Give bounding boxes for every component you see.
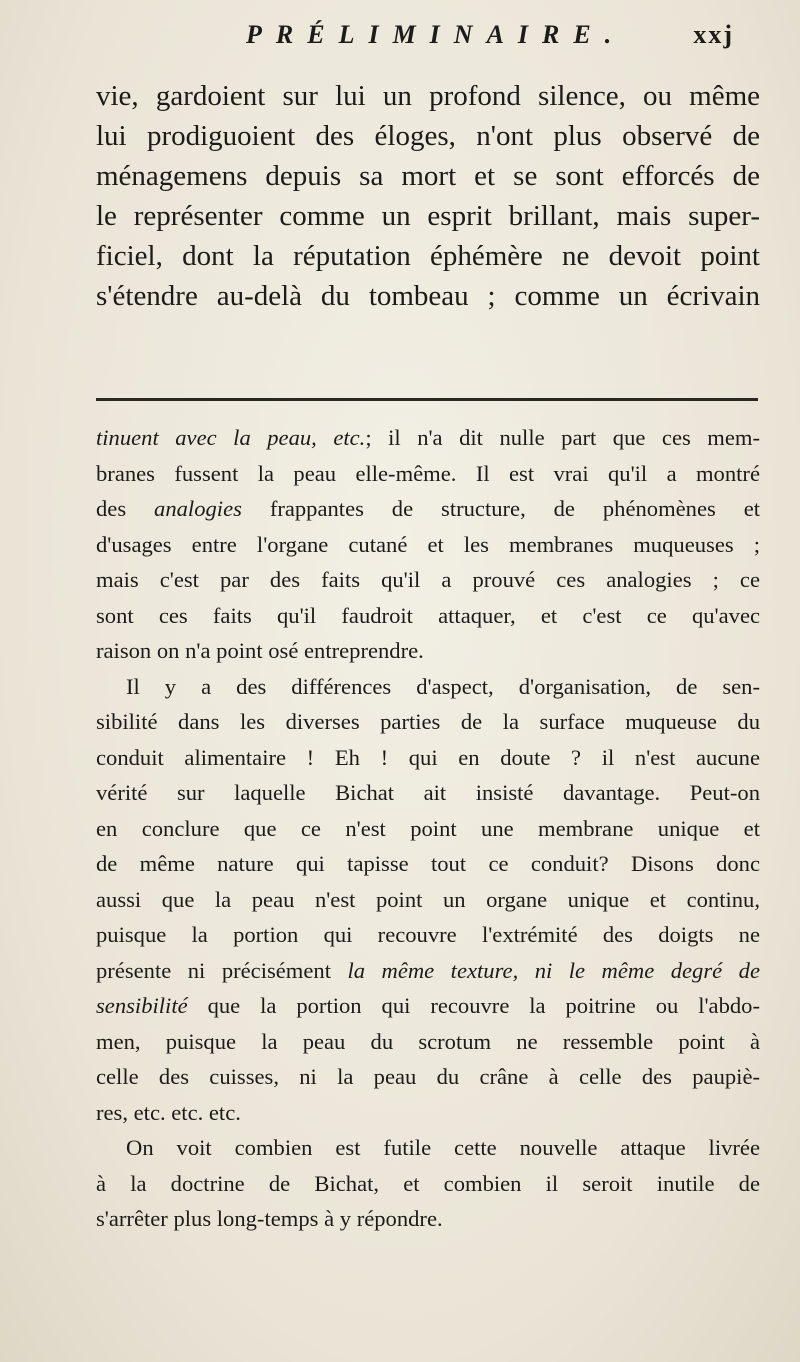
footnote-line: de même nature qui tapisse tout ce conduit? Disons donc bbox=[96, 851, 760, 876]
text-run: que la portion qui recouvre la poitrine ou l'abdo- bbox=[207, 993, 760, 1018]
footnote-line bbox=[96, 953, 760, 989]
footnote-line: raison on n'a point osé entreprendre. bbox=[96, 638, 424, 663]
running-head: PRÉLIMINAIRE. bbox=[246, 20, 626, 49]
main-text-block bbox=[96, 76, 760, 316]
italic-phrase: sensibilité bbox=[96, 993, 188, 1018]
text-line: ménagemens depuis sa mort et se sont efforcés de bbox=[96, 160, 760, 192]
footnote-line: celle des cuisses, ni la peau du crâne à celle des paupiè- bbox=[96, 1064, 760, 1089]
footnote-line: sibilité dans les diverses parties de la surface muqueuse du bbox=[96, 709, 760, 734]
footnote-line: à la doctrine de Bichat, et combien il seroit inutile de bbox=[96, 1170, 760, 1196]
page-number: xxj bbox=[693, 20, 734, 49]
footnote-line bbox=[96, 988, 760, 1024]
text-line: s'étendre au-delà du tombeau ; comme un écrivain bbox=[96, 280, 760, 312]
text-run: présente ni précisément bbox=[96, 957, 331, 983]
footnote-line: res, etc. etc. etc. bbox=[96, 1099, 241, 1125]
footnote-line: puisque la portion qui recouvre l'extrémité des doigts ne bbox=[96, 922, 760, 947]
footnote-line: On voit combien est futile cette nouvelle attaque livrée bbox=[126, 1135, 760, 1160]
italic-phrase: la même texture, ni le même degré de bbox=[347, 957, 760, 983]
italic-phrase: analogies bbox=[154, 496, 242, 521]
footnote-line: branes fussent la peau elle-même. Il est vrai qu'il a montré bbox=[96, 460, 760, 486]
footnote-line bbox=[96, 420, 760, 456]
footnote-block bbox=[96, 420, 760, 1237]
footnote-line: Il y a des différences d'aspect, d'organisation, de sen- bbox=[126, 673, 760, 699]
text-run: des bbox=[96, 496, 127, 521]
text-line: ficiel, dont la réputation éphémère ne devoit point bbox=[96, 240, 760, 272]
footnote-line: vérité sur laquelle Bichat ait insisté davantage. Peut-on bbox=[96, 780, 760, 805]
text-line: vie, gardoient sur lui un profond silence, ou même bbox=[96, 80, 760, 112]
text-run: ; il n'a dit nulle part que ces mem- bbox=[365, 425, 760, 450]
footnote-line bbox=[96, 491, 760, 527]
footnote-line: aussi que la peau n'est point un organe unique et continu, bbox=[96, 886, 760, 912]
footnote-line: sont ces faits qu'il faudroit attaquer, et c'est ce qu'avec bbox=[96, 602, 760, 628]
footnote-line: conduit alimentaire ! Eh ! qui en doute ? il n'est aucune bbox=[96, 744, 760, 770]
text-line: le représenter comme un esprit brillant, mais super- bbox=[96, 200, 760, 232]
footnote-line: s'arrêter plus long-temps à y répondre. bbox=[96, 1206, 443, 1231]
text-run: frappantes de structure, de phénomènes et bbox=[269, 496, 760, 521]
italic-phrase: tinuent avec la peau, etc. bbox=[96, 425, 366, 450]
footnote-line: d'usages entre l'organe cutané et les membranes muqueuses ; bbox=[96, 531, 760, 557]
footnote-line: en conclure que ce n'est point une membrane unique et bbox=[96, 815, 760, 841]
text-line: lui prodiguoient des éloges, n'ont plus observé de bbox=[96, 120, 760, 152]
footnote-line: mais c'est par des faits qu'il a prouvé ces analogies ; ce bbox=[96, 567, 760, 592]
footnote-line: men, puisque la peau du scrotum ne ressemble point à bbox=[96, 1028, 760, 1054]
footnote-separator-rule bbox=[96, 398, 758, 401]
